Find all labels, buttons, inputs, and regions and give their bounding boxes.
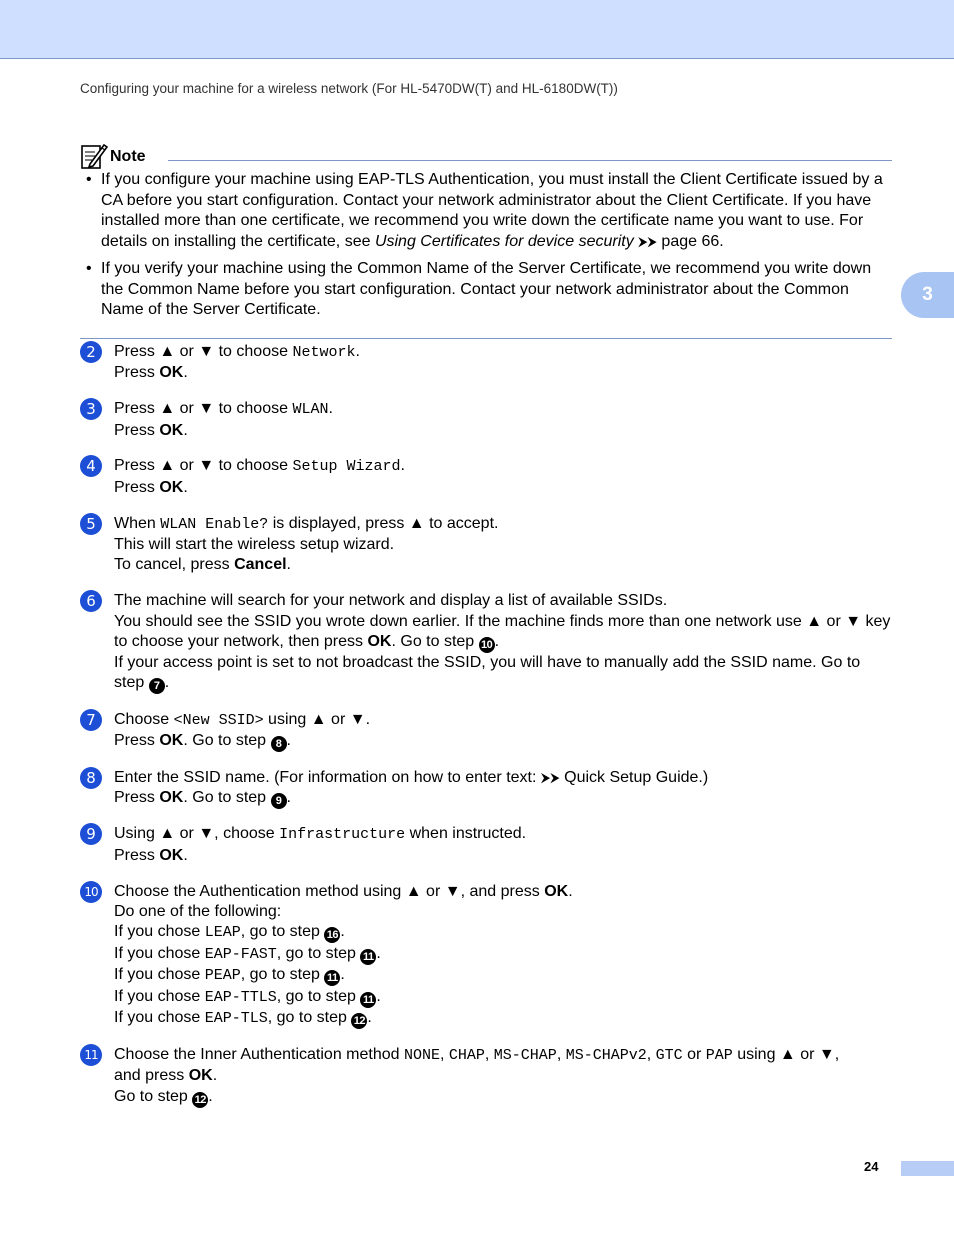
step-text: To cancel, press	[114, 556, 235, 574]
step-text: , and press	[460, 882, 545, 900]
step-text: .	[376, 944, 381, 962]
step-text: when instructed.	[405, 825, 527, 843]
choice-line	[114, 987, 892, 1008]
step-8	[80, 768, 892, 809]
note-rule	[168, 160, 892, 161]
display-message: WLAN Enable?	[160, 515, 269, 533]
step-text: to choose	[214, 457, 293, 475]
step-text: Using	[114, 825, 160, 843]
step-text: .	[494, 633, 500, 651]
step-text: Do one of the following:	[114, 903, 282, 921]
menu-value: Network	[292, 344, 356, 361]
step-text: or	[326, 710, 350, 728]
step-text: to choose	[214, 343, 293, 360]
menu-value: NONE	[403, 1046, 440, 1064]
step-text: If you chose	[114, 966, 205, 984]
choice-line	[114, 944, 892, 965]
step-ref-badge[interactable]: 12	[192, 1092, 208, 1108]
step-text: Go to step	[187, 789, 271, 807]
step-text: If you chose	[114, 1009, 205, 1027]
note-title: Note	[110, 148, 146, 165]
bullet: •	[86, 260, 92, 277]
step-number: 9	[80, 823, 102, 845]
down-arrow-icon: ▼	[198, 343, 215, 360]
step-text: Enter the SSID name. (For information on how to enter text:	[114, 768, 541, 786]
step-text: Press	[114, 457, 160, 475]
step-text: .	[286, 732, 291, 750]
down-arrow-icon: ▼	[198, 825, 215, 843]
menu-value: EAP-TLS	[204, 1010, 268, 1028]
step-text: or	[175, 343, 199, 360]
step-text: .	[355, 343, 360, 360]
page-tab	[901, 1161, 954, 1176]
step-text: You should see the SSID you wrote down earlier. If the machine finds more than one network use	[114, 612, 807, 630]
step-text: using	[732, 1045, 780, 1063]
step-text: to accept.	[424, 514, 499, 532]
step-text: Press	[114, 478, 160, 496]
up-arrow-icon: ▲	[159, 400, 176, 418]
step-text: , go to step	[240, 966, 325, 984]
step-text: .	[164, 674, 170, 692]
menu-value: EAP-TTLS	[204, 988, 277, 1006]
menu-value: <New SSID>	[173, 711, 264, 729]
note-bottom-rule	[80, 338, 892, 339]
up-arrow-icon: ▲	[159, 343, 176, 360]
step-5	[80, 514, 892, 576]
ok-key: OK	[159, 421, 184, 439]
step-text: using	[263, 710, 311, 728]
up-arrow-icon: ▲	[159, 457, 176, 475]
step-text: ,	[484, 1045, 494, 1063]
step-text: Quick Setup Guide.)	[559, 768, 709, 786]
step-text: ,	[440, 1045, 449, 1063]
step-9	[80, 824, 892, 866]
running-header: Configuring your machine for a wireless network (For HL-5470DW(T) and HL-6180DW(T))	[80, 81, 618, 96]
step-text: .	[183, 846, 188, 864]
note-text: If you configure your machine using EAP-TLS Authentication, you must install the Client Certificate issued by a CA before you start configuration. Contact your network administrator about the Client Certificate. If you have installed more than one certificate, we recommend you write down the certificate name you want to use. For details on installing the certificate, see	[101, 171, 883, 250]
menu-value: MS-CHAP	[493, 1046, 557, 1064]
step-text: .	[568, 882, 573, 900]
step-text: .	[365, 710, 371, 728]
step-ref-badge[interactable]: 7	[149, 678, 165, 694]
step-text: .	[183, 478, 188, 496]
ok-key: OK	[188, 1067, 213, 1085]
step-text: .	[367, 1009, 372, 1027]
choice-line	[114, 922, 892, 943]
menu-value: WLAN	[292, 401, 329, 419]
menu-value: EAP-FAST	[204, 945, 277, 963]
step-text: or	[175, 457, 199, 475]
down-arrow-icon: ▼	[349, 710, 366, 728]
step-text: When	[114, 514, 161, 532]
step-text: Press	[114, 400, 160, 418]
step-text: This will start the wireless setup wizard.	[114, 536, 395, 554]
down-arrow-icon: ▼	[198, 457, 215, 475]
step-text: The machine will search for your network and display a list of available SSIDs.	[114, 592, 668, 610]
step-text: or	[175, 400, 199, 418]
step-text: Go to step	[187, 732, 271, 750]
steps-list	[80, 342, 892, 1123]
step-text: or	[822, 612, 846, 630]
step-text: .	[391, 633, 396, 651]
step-text: .	[340, 923, 345, 941]
step-text: .	[212, 1067, 218, 1085]
step-number: 11	[80, 1044, 102, 1066]
step-text: or	[421, 882, 445, 900]
step-number: 5	[80, 513, 102, 535]
step-ref-badge[interactable]: 9	[271, 793, 287, 809]
top-header-band	[0, 0, 954, 59]
ok-key: OK	[367, 633, 392, 651]
step-number: 4	[80, 455, 102, 477]
up-arrow-icon: ▲	[408, 514, 425, 532]
step-text: key to choose your network, then press	[114, 612, 891, 651]
cancel-key: Cancel	[234, 556, 287, 574]
step-number: 10	[80, 881, 102, 903]
step-number: 3	[80, 398, 102, 420]
step-text: Press	[114, 846, 160, 864]
note-item-common-name	[80, 259, 892, 321]
menu-value: CHAP	[448, 1046, 485, 1064]
note-header	[80, 142, 892, 170]
step-text: or	[175, 825, 199, 843]
menu-value: PAP	[705, 1046, 733, 1064]
down-arrow-icon: ▼	[845, 612, 862, 630]
down-arrow-icon: ▼	[818, 1045, 835, 1063]
step-text: is displayed, press	[268, 514, 409, 532]
step-text: .	[208, 1087, 213, 1105]
ok-key: OK	[544, 882, 569, 900]
choice-line	[114, 965, 892, 986]
step-text: Press	[114, 732, 160, 750]
down-arrow-icon: ▼	[198, 400, 215, 418]
cross-reference-link[interactable]: Using Certificates for device security	[374, 232, 634, 250]
step-text: Press	[114, 343, 160, 360]
step-text: .	[400, 457, 405, 475]
step-10	[80, 882, 892, 1030]
ok-key: OK	[159, 732, 184, 750]
ok-key: OK	[159, 789, 184, 807]
note-text: page 66.	[656, 232, 724, 250]
double-arrow-icon: ⮞⮞	[540, 769, 560, 785]
note-box	[80, 142, 892, 339]
menu-value: Infrastructure	[279, 826, 406, 844]
step-ref-badge[interactable]: 16	[324, 927, 340, 943]
step-ref-badge[interactable]: 11	[360, 949, 376, 965]
step-text: or	[795, 1045, 819, 1063]
menu-value: PEAP	[204, 967, 241, 985]
step-text: , go to step	[276, 944, 361, 962]
note-pencil-icon	[80, 142, 108, 170]
step-text: to choose	[214, 400, 293, 418]
step-text: Choose	[114, 710, 174, 728]
note-text: If you verify your machine using the Common Name of the Server Certificate, we recommend you write down the Common Name before you start configuration. Contact your network administrator about the Common Name of the Server Certificate.	[101, 260, 872, 318]
step-text: and press	[114, 1067, 189, 1085]
menu-value: GTC	[655, 1046, 683, 1064]
step-3	[80, 399, 892, 441]
note-item-certificate	[80, 170, 892, 252]
step-text: Go to step	[395, 633, 479, 651]
step-ref-badge[interactable]: 11	[360, 992, 376, 1008]
step-text: If you chose	[114, 923, 205, 941]
step-text: .	[183, 364, 188, 382]
step-text: Choose the Inner Authentication method	[114, 1045, 404, 1063]
step-text: , go to step	[240, 923, 325, 941]
ok-key: OK	[159, 846, 184, 864]
step-11: 11 Choose the Inner Authentication method NONE, CHAP, MS-CHAP, MS-CHAPv2, GTC or PAP using ▲ or ▼, and press OK. Go to step 12 .	[80, 1045, 892, 1108]
step-text: ,	[646, 1045, 656, 1063]
double-arrow-icon: ⮞⮞	[638, 233, 657, 249]
up-arrow-icon: ▲	[405, 882, 422, 900]
choice-line	[114, 1008, 892, 1029]
step-ref-badge[interactable]: 12	[351, 1013, 367, 1029]
step-text: , go to step	[267, 1009, 352, 1027]
step-text: , choose	[214, 825, 280, 843]
down-arrow-icon: ▼	[444, 882, 461, 900]
up-arrow-icon: ▲	[779, 1045, 796, 1063]
menu-value: MS-CHAPv2	[565, 1046, 647, 1064]
bullet: •	[86, 171, 92, 188]
step-text: .	[183, 421, 188, 439]
step-4	[80, 456, 892, 498]
step-text: .	[286, 556, 291, 574]
step-text: If your access point is set to not broadcast the SSID, you will have to manually add the SSID name. Go to step	[114, 654, 861, 692]
step-6	[80, 591, 892, 694]
step-text: .	[286, 789, 291, 807]
step-text: .	[183, 789, 188, 807]
step-ref-badge[interactable]: 10	[479, 637, 495, 653]
step-text: or	[682, 1045, 706, 1063]
step-ref-badge[interactable]: 11	[324, 970, 340, 986]
menu-value: LEAP	[204, 924, 241, 942]
step-text: Press	[114, 364, 160, 382]
step-text: Go to step	[114, 1087, 193, 1105]
chapter-tab[interactable]: 3	[901, 272, 954, 318]
step-text: .	[183, 732, 188, 750]
page-number: 24	[864, 1159, 879, 1174]
note-list	[80, 170, 892, 338]
step-text: If you chose	[114, 944, 205, 962]
step-text: Press	[114, 789, 160, 807]
step-ref-badge[interactable]: 8	[271, 736, 287, 752]
step-number: 7	[80, 709, 102, 731]
ok-key: OK	[159, 364, 184, 382]
step-text: If you chose	[114, 987, 205, 1005]
up-arrow-icon: ▲	[806, 612, 823, 630]
step-number: 6	[80, 590, 102, 612]
step-text: ,	[556, 1045, 566, 1063]
step-number: 8	[80, 767, 102, 789]
up-arrow-icon: ▲	[310, 710, 327, 728]
ok-key: OK	[159, 478, 184, 496]
step-text: , go to step	[276, 987, 361, 1005]
step-7	[80, 710, 892, 752]
menu-value: Setup Wizard	[292, 458, 401, 476]
step-2	[80, 342, 892, 384]
step-text: .	[340, 966, 345, 984]
step-text: .	[376, 987, 381, 1005]
step-text: Choose the Authentication method using	[114, 882, 406, 900]
step-text: Press	[114, 421, 160, 439]
up-arrow-icon: ▲	[159, 825, 176, 843]
step-text: .	[328, 400, 333, 418]
step-number: 2	[80, 341, 102, 363]
